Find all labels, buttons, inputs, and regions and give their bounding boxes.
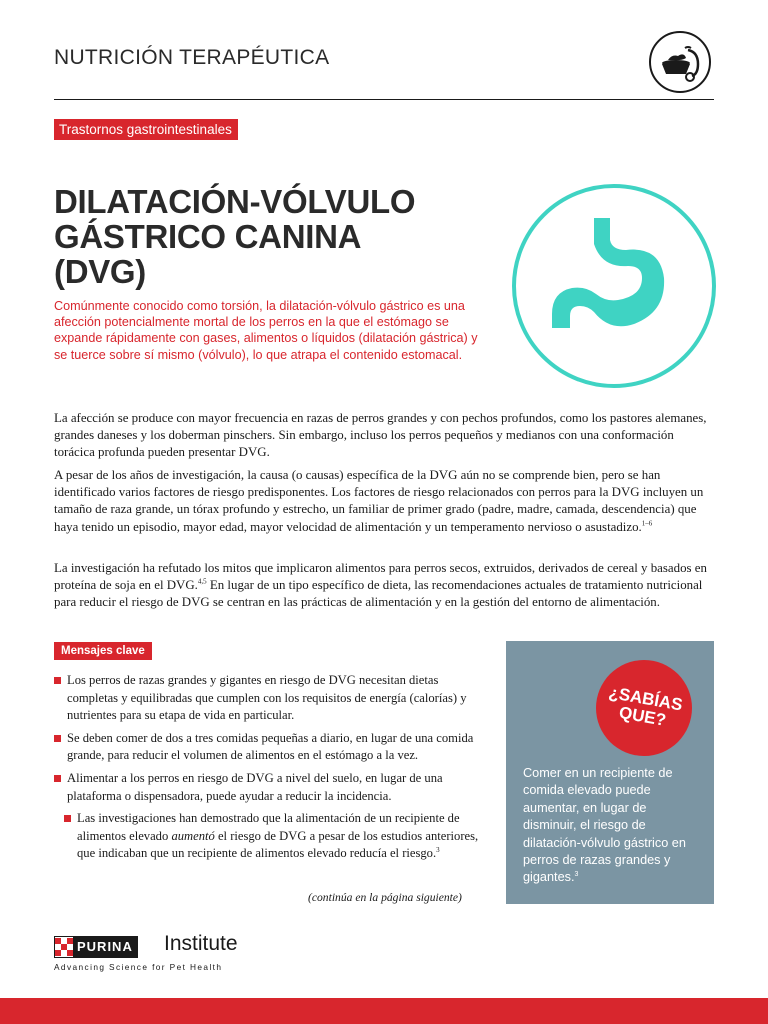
category-tag: Trastornos gastrointestinales [54, 119, 238, 140]
logo-tagline: Advancing Science for Pet Health [54, 962, 223, 972]
body-paragraph [54, 560, 714, 612]
sidebar-text [523, 765, 703, 887]
logo-mark [54, 936, 138, 958]
footer-accent-bar [0, 998, 768, 1024]
sidebar-body: Comer en un recipiente de comida elevado puede aumentar, en lugar de disminuir, el riesgo de dilatación-vólvulo gástrico en perros de razas grandes y gigantes. [523, 766, 686, 885]
purina-institute-logo [54, 934, 294, 978]
square-bullet-icon [64, 815, 71, 822]
title-line: DILATACIÓN-VÓLVULO [54, 183, 416, 220]
logo-brand: PURINA [73, 937, 137, 957]
title-line: (DVG) [54, 253, 146, 290]
list-item [54, 730, 484, 765]
section-header-title: NUTRICIÓN TERAPÉUTICA [54, 46, 330, 69]
reference-superscript: 3 [436, 846, 440, 855]
checkerboard-icon [55, 938, 73, 956]
paragraph-text: En lugar de un tipo específico de dieta, las recomendaciones actuales de tratamiento nutricional para reducir el riesgo de DVG se centran en las prácticas de alimentación y en la gestión del entorno de alimentación. [54, 578, 703, 610]
sub-item-text: el riesgo de DVG a pesar de los estudios anteriores, que indicaban que un recipiente de alimentos elevado reducía el riesgo. [77, 828, 479, 861]
emphasis-text: aumentó [171, 828, 215, 843]
square-bullet-icon [54, 735, 61, 742]
logo-institute: Institute [164, 932, 238, 955]
list-item [54, 770, 484, 805]
list-item [54, 672, 484, 725]
square-bullet-icon [54, 677, 61, 684]
body-paragraph [54, 467, 714, 536]
square-bullet-icon [54, 775, 61, 782]
sub-list-item [54, 810, 484, 863]
page-title [54, 184, 415, 289]
body-paragraph: La afección se produce con mayor frecuencia en razas de perros grandes y con pechos profundos, como los pastores alemanes, grandes daneses y los doberman pinschers. Sin embargo, incluso los perros pequeños y medianos con una conformación torácica profunda pueden presentar DVG. [54, 411, 707, 460]
badge-text: ¿SABÍAS QUE? [607, 682, 685, 730]
reference-superscript: 3 [574, 871, 579, 879]
key-messages-label: Mensajes clave [54, 642, 152, 660]
continued-note: (continúa en la página siguiente) [308, 891, 462, 904]
list-item-text: Se deben comer de dos a tres comidas pequeñas a diario, en lugar de una comida grande, para reducir el volumen de alimentos en el estómago a la vez. [67, 730, 474, 763]
sub-item-text: Las investigaciones han demostrado que la alimentación de un recipiente de alimentos elevado [77, 811, 460, 843]
title-line: GÁSTRICO CANINA [54, 218, 362, 255]
stomach-icon [510, 182, 718, 390]
paragraph-text: La investigación ha refutado los mitos que implicaron alimentos para perros secos, extruidos, derivados de cereal y basados en proteína de soja en el DVG. [54, 561, 707, 593]
reference-superscript: 4,5 [197, 577, 207, 586]
food-bowl-stethoscope-icon [648, 30, 712, 94]
paragraph-text: A pesar de los años de investigación, la causa (o causas) específica de la DVG aún no se comprende bien, pero se han identificado varios factores de riesgo predisponentes. Los factores de riesgo relacionados con perros para la DVG incluyen un tamaño de raza grande, un tórax profundo y estrecho, un familiar de primer grado (padre, madre, camada, descendencia) que haya tenido un episodio, mayor edad, mayor velocidad de alimentación y un temperamento nervioso o asustadizo. [54, 468, 704, 534]
key-messages-list [54, 672, 484, 863]
list-item-text: Alimentar a los perros en riesgo de DVG a nivel del suelo, en lugar de una plataforma o dispensadora, puede ayudar a reducir la incidencia. [67, 770, 443, 803]
header-divider [54, 99, 714, 100]
intro-summary: Comúnmente conocido como torsión, la dilatación-vólvulo gástrico es una afección potencialmente mortal de los perros en la que el estómago se expande rápidamente con gases, alimentos o líquidos (dilatación gástrica) y se tuerce sobre sí mismo (vólvulo), lo que atrapa el contenido estomacal. [54, 299, 478, 362]
reference-superscript: 1–6 [641, 519, 653, 528]
did-you-know-badge [596, 660, 692, 756]
list-item-text: Los perros de razas grandes y gigantes en riesgo de DVG necesitan dietas completas y equilibradas que cumplen con los requisitos de energía (calorías) y nutrientes para su etapa de vida en particular. [67, 673, 467, 723]
